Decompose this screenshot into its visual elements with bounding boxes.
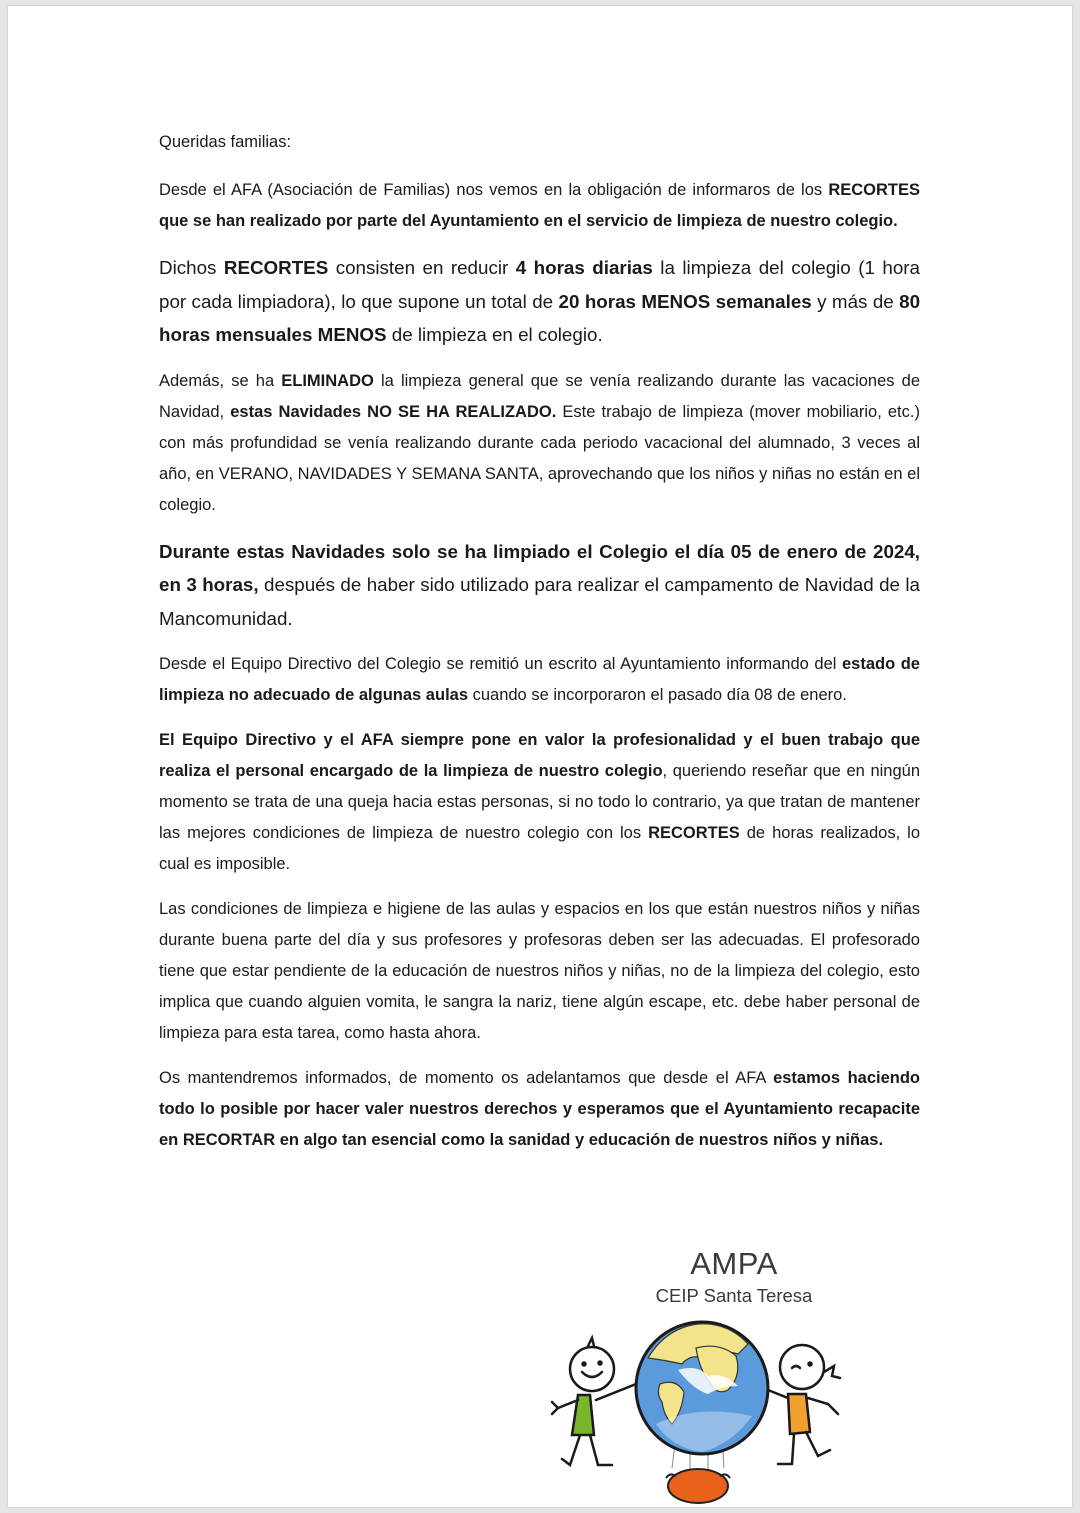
bold-text: estamos haciendo todo lo posible por hacer valer nuestros derechos y esperamos que el Ayuntamiento recapacite en RECORTAR en algo tan esencial como la sanidad y educación de nuestros niños y niñas.: [159, 1069, 921, 1149]
text: , queriendo reseñar que en ningún momento se trata de una queja hacia estas personas, si no todo lo contrario, ya que tratan de mantener las mejores condiciones de limpieza de nuestro colegio con los: [159, 762, 920, 842]
text: cuando se incorporaron el pasado día 08 de enero.: [468, 686, 847, 704]
bold-text: 20 horas MENOS semanales: [558, 290, 812, 312]
school-name: CEIP Santa Teresa: [655, 1285, 813, 1306]
text: Las condiciones de limpieza e higiene de las aulas y espacios en los que están nuestros niños y niñas durante buena parte del día y sus profesores y profesoras deben ser las adecuadas. El profesorado tiene que estar pendiente de la educación de nuestros niños y niñas, no de la limpieza del colegio, esto implica que cuando alguien vomita, le sangra la nariz, tiene algún escape, etc. debe haber personal de limpieza para esta tarea, como hasta ahora.: [159, 900, 920, 1042]
text: Además, se ha: [159, 371, 282, 390]
paragraph: [159, 894, 920, 1049]
bold-text: estado de limpieza no adecuado de algunas aulas: [159, 655, 920, 704]
text: Os mantendremos informados, de momento os adelantamos que desde el AFA: [159, 1069, 774, 1087]
text: Este trabajo de limpieza (mover mobiliario, etc.) con más profundidad se venía realizando durante cada periodo vacacional del alumnado, 3 veces al año, en VERANO, NAVIDADES Y SEMANA SANTA, aprovechando que los niños y niñas no están en el colegio.: [159, 402, 920, 514]
bold-text: RECORTES: [648, 824, 740, 842]
text: Desde el AFA (Asociación de Familias) nos vemos en la obligación de informaros de los: [159, 181, 829, 199]
paragraph: [159, 1063, 920, 1156]
bold-text: El Equipo Directivo y el AFA siempre pone en valor la profesionalidad y el buen trabajo que realiza el personal encargado de la limpieza de nuestro colegio: [159, 731, 920, 780]
bold-text: Durante estas Navidades solo se ha limpiado el Colegio el día 05 de enero de 2024, en 3 horas,: [159, 540, 920, 595]
text: de limpieza en el colegio.: [386, 324, 603, 345]
text: Dichos: [159, 257, 224, 278]
text: y más de: [811, 290, 900, 312]
paragraph: [159, 649, 920, 711]
bold-text: 80 horas mensuales MENOS: [159, 290, 921, 345]
paragraph: [159, 725, 920, 880]
text: consisten en reducir: [328, 257, 516, 278]
paragraph: [159, 175, 920, 237]
organization-name: AMPA: [690, 1246, 778, 1281]
document-page: [8, 6, 1072, 1507]
text: la limpieza del colegio (1 hora por cada limpiadora), lo que supone un total de: [159, 257, 920, 312]
globe-with-children-logo-icon: [548, 1308, 868, 1513]
bold-text: RECORTES: [223, 257, 329, 278]
text: la limpieza general que se venía realizando durante las vacaciones de Navidad,: [159, 371, 920, 421]
text: Desde el Equipo Directivo del Colegio se remitió un escrito al Ayuntamiento informando del: [159, 655, 842, 673]
text: de horas realizados, lo cual es imposible.: [159, 824, 920, 873]
bold-text: estas Navidades NO SE HA REALIZADO.: [230, 402, 557, 421]
bold-text: 4 horas diarias: [515, 257, 653, 278]
signature-block: [548, 1238, 868, 1513]
bold-text: RECORTES que se han realizado por parte del Ayuntamiento en el servicio de limpieza de nuestro colegio.: [159, 181, 920, 230]
paragraph: [159, 251, 920, 352]
text: después de haber sido utilizado para realizar el campamento de Navidad de la Mancomunidad.: [159, 574, 920, 629]
paragraph: [159, 535, 920, 636]
letter-body: [159, 130, 920, 1170]
paragraph: [159, 366, 920, 521]
bold-text: ELIMINADO: [281, 371, 374, 390]
greeting: Queridas familias:: [159, 133, 292, 151]
